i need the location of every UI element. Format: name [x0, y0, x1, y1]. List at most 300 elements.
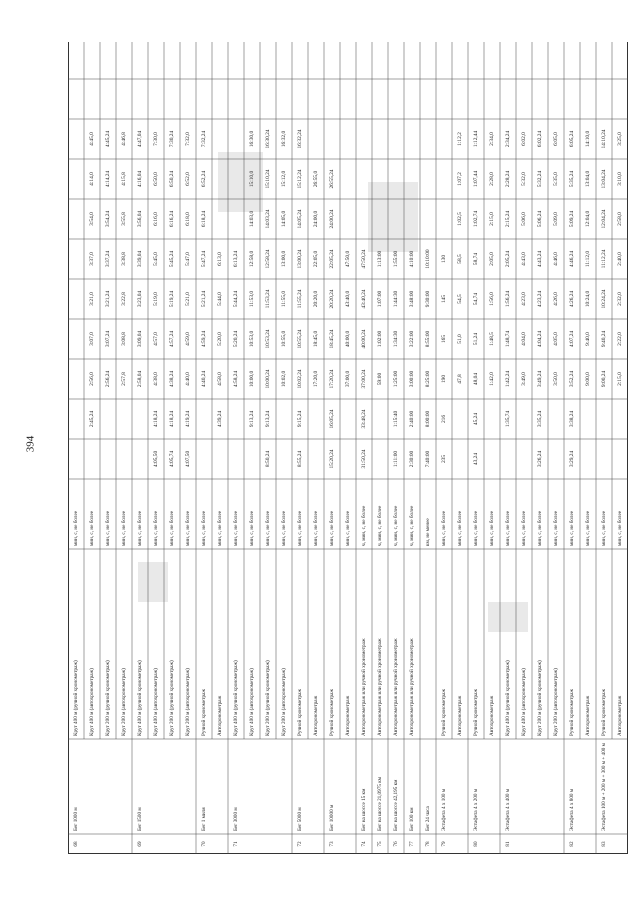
value-cell: 14:10,24	[601, 129, 608, 149]
value-cell: 12:04,0	[585, 210, 592, 228]
value-cell: 13:00,24	[297, 249, 304, 269]
value-cell: 43:40,0	[345, 290, 352, 308]
value-cell: 14:05,24	[297, 209, 304, 229]
unit-label: мин, с, не более	[441, 510, 448, 546]
value-cell: 165	[441, 334, 448, 344]
value-cell: 3:50,0	[553, 372, 560, 386]
value-cell: 8:00:00	[425, 410, 432, 428]
timing-condition: Круг 400 м (автохронометраж)	[521, 668, 528, 736]
value-cell: 5:44,24	[233, 290, 240, 308]
value-cell: 3:49,24	[537, 370, 544, 388]
value-cell: 12:58,0	[249, 250, 256, 268]
unit-label: ч, мин, с, не более	[393, 505, 400, 546]
value-cell: 1:12,44	[473, 130, 480, 148]
value-cell: 5:06,24	[537, 210, 544, 228]
value-cell: 1:42,24	[505, 370, 512, 388]
timing-condition: Ручной хронометраж	[569, 689, 576, 736]
value-cell: 7:32,0	[185, 132, 192, 146]
value-cell: 4:04,24	[537, 330, 544, 348]
value-cell: 3:21,24	[105, 290, 112, 308]
value-cell: 4:46,24	[569, 250, 576, 268]
value-cell: 3:08,8	[121, 332, 128, 346]
value-cell: 4:59,0	[185, 332, 192, 346]
value-cell: 5:09,0	[553, 212, 560, 226]
value-cell: 26:55,24	[329, 169, 336, 189]
event-name: Бег на шоссе 15 км	[361, 788, 368, 831]
page-number: 394	[24, 435, 37, 453]
timing-condition: Ручной хронометраж	[601, 689, 608, 736]
value-cell: 4:58,0	[217, 372, 224, 386]
value-cell: 1:13:00	[377, 250, 384, 268]
value-cell: 51,24	[473, 332, 480, 346]
unit-label: мин, с, не более	[217, 510, 224, 546]
value-cell: 37:00,0	[345, 370, 352, 388]
value-cell: 6:16,24	[169, 210, 176, 228]
value-cell: 3:22:00	[409, 330, 416, 348]
event-name: Бег на шоссе 42,195 км	[393, 779, 400, 831]
unit-label: мин, с, не более	[169, 510, 176, 546]
value-cell: 3:49,0	[521, 372, 528, 386]
value-cell: 3:37,24	[105, 250, 112, 268]
value-cell: 1:11:00	[393, 450, 400, 468]
value-cell: 4:46,0	[553, 252, 560, 266]
unit-label: мин, с, не более	[585, 510, 592, 546]
unit-label: мин, с, не более	[617, 510, 624, 546]
value-cell: 6:13,24	[233, 250, 240, 268]
value-cell: 2:15,0	[617, 372, 624, 386]
timing-condition: Круг 200 м (автохронометраж)	[121, 668, 128, 736]
timing-condition: Круг 200 м (ручной хронометраж)	[169, 660, 176, 736]
value-cell: 45,24	[473, 412, 480, 426]
value-cell: 15:12,24	[297, 169, 304, 189]
value-cell: 4:46,8	[121, 132, 128, 146]
row-number: 72	[297, 841, 304, 847]
timing-condition: Круг 200 м (автохронометраж)	[553, 668, 560, 736]
unit-label: мин, с, не более	[281, 510, 288, 546]
event-name: Эстафета 4 х 400 м	[505, 788, 512, 831]
value-cell: 6:50,24	[169, 170, 176, 188]
value-cell: 3:09,04	[137, 330, 144, 348]
event-name: Бег 1 миля	[201, 807, 208, 831]
value-cell: 3:56,04	[137, 210, 144, 228]
value-cell: 4:26,0	[553, 292, 560, 306]
value-cell: 1:07,44	[473, 170, 480, 188]
value-cell: 6:05,24	[569, 130, 576, 148]
timing-condition: Круг 400 м (ручной хронометраж)	[505, 660, 512, 736]
unit-label: мин, с, не более	[329, 510, 336, 546]
value-cell: 4:14,0	[89, 172, 96, 186]
value-cell: 5:47,0	[185, 252, 192, 266]
value-cell: 47:50,0	[345, 250, 352, 268]
value-cell: 4:59,24	[201, 330, 208, 348]
event-name: Бег 24 часа	[425, 806, 432, 831]
unit-label: мин, с, не более	[137, 510, 144, 546]
timing-condition: Ручной хронометраж	[473, 689, 480, 736]
value-cell: 14:03,24	[265, 209, 272, 229]
value-cell: 5:19,24	[169, 290, 176, 308]
value-cell: 6:52,0	[185, 172, 192, 186]
unit-label: мин, с, не более	[233, 510, 240, 546]
value-cell: 5:47,24	[201, 250, 208, 268]
timing-condition: Автохронометраж	[585, 695, 592, 736]
row-number: 80	[473, 841, 480, 847]
unit-label: ч, мин, с, не более	[361, 505, 368, 546]
value-cell: 4:45,0	[89, 132, 96, 146]
row-number: 68	[73, 841, 80, 847]
value-cell: 1:56,0	[489, 292, 496, 306]
value-cell: 5:19,0	[153, 292, 160, 306]
value-cell: 3:00:00	[409, 370, 416, 388]
unit-label: мин, с, не более	[489, 510, 496, 546]
value-cell: 4:43,0	[521, 252, 528, 266]
unit-label: мин, с, не более	[89, 510, 96, 546]
value-cell: 4:38,0	[153, 372, 160, 386]
value-cell: 6:13,0	[217, 252, 224, 266]
unit-label: мин, с, не более	[457, 510, 464, 546]
value-cell: 1:48,74	[505, 330, 512, 348]
unit-label: мин, с, не более	[569, 510, 576, 546]
value-cell: 3:38,24	[569, 410, 576, 428]
value-cell: 11:55,0	[281, 290, 288, 308]
value-cell: 4:16,04	[137, 170, 144, 188]
value-cell: 4:04,0	[521, 332, 528, 346]
value-cell: 54,5	[457, 294, 464, 304]
value-cell: 13:04,24	[601, 169, 608, 189]
value-cell: 4:10:00	[409, 250, 416, 268]
value-cell: 10:24,24	[601, 289, 608, 309]
value-cell: 2:28,24	[505, 170, 512, 188]
value-cell: 58,74	[473, 252, 480, 266]
event-name: Эстафета 100 м + 200 м + 300 м + 400 м	[601, 743, 608, 831]
value-cell: 4:15,8	[121, 172, 128, 186]
value-cell: 16:32,0	[281, 130, 288, 148]
value-cell: 6:18,24	[201, 210, 208, 228]
value-cell: 3:38,8	[121, 252, 128, 266]
value-cell: 6:02,0	[521, 132, 528, 146]
timing-condition: Автохронометраж	[457, 695, 464, 736]
value-cell: 16:30,0	[249, 130, 256, 148]
row-number: 73	[329, 841, 336, 847]
value-cell: 3:39,04	[137, 250, 144, 268]
value-cell: 3:52,24	[569, 370, 576, 388]
value-cell: 1:55:00	[393, 250, 400, 268]
value-cell: 2:30:00	[409, 450, 416, 468]
value-cell: 5:06,0	[521, 212, 528, 226]
value-cell: 40:00,24	[361, 329, 368, 349]
value-cell: 2:40,0	[617, 252, 624, 266]
timing-condition: Круг 400 м (автохронометраж)	[153, 668, 160, 736]
value-cell: 37:00,24	[361, 369, 368, 389]
value-cell: 10:53,24	[265, 329, 272, 349]
timing-condition: Автохронометраж или ручной хронометраж	[393, 638, 400, 736]
value-cell: 9:00,0	[585, 372, 592, 386]
value-cell: 10:55,24	[297, 329, 304, 349]
value-cell: 14:05,0	[281, 210, 288, 228]
value-cell: 7:40:00	[425, 450, 432, 468]
value-cell: 1:56,24	[505, 290, 512, 308]
timing-condition: Круг 400 м (ручной хронометраж)	[73, 660, 80, 736]
value-cell: 1:07,2	[457, 172, 464, 186]
value-cell: 4:43,24	[537, 250, 544, 268]
value-cell: 3:26,24	[537, 450, 544, 468]
value-cell: 15:12,0	[281, 170, 288, 188]
unit-label: мин, с, не более	[601, 510, 608, 546]
value-cell: 3:55,8	[121, 212, 128, 226]
value-cell: 2:05,0	[489, 252, 496, 266]
value-cell: 2:05,24	[505, 250, 512, 268]
rotated-table	[68, 42, 628, 854]
value-cell: 9:40,0	[585, 332, 592, 346]
timing-condition: Круг 400 м (ручной хронометраж)	[137, 660, 144, 736]
value-cell: 47,8	[457, 374, 464, 384]
value-cell: 4:45,24	[105, 130, 112, 148]
value-cell: 5:32,24	[537, 170, 544, 188]
value-cell: 1:07:00	[377, 290, 384, 308]
timing-condition: Автохронометраж	[489, 695, 496, 736]
timing-condition: Круг 400 м (автохронометраж)	[249, 668, 256, 736]
value-cell: 59:00	[377, 372, 384, 386]
event-name: Эстафета 4 х 100 м	[441, 788, 448, 831]
value-cell: 11:55,24	[297, 289, 304, 309]
value-cell: 2:28,0	[489, 172, 496, 186]
value-cell: 2:58,04	[137, 370, 144, 388]
timing-condition: Круг 200 м (ручной хронометраж)	[537, 660, 544, 736]
value-cell: 1:44:30	[393, 290, 400, 308]
value-cell: 5:20,0	[217, 332, 224, 346]
value-cell: 2:56,0	[89, 372, 96, 386]
value-cell: 4:07,50	[185, 450, 192, 468]
value-cell: 1:02,5	[457, 212, 464, 226]
row-number: 77	[409, 841, 416, 847]
value-cell: 10:55,0	[281, 330, 288, 348]
value-cell: 10:24,0	[585, 290, 592, 308]
value-cell: 9:13,24	[265, 410, 272, 428]
unit-label: мин, с, не более	[345, 510, 352, 546]
unit-label: ч, мин, с, не более	[377, 505, 384, 546]
value-cell: 15:10,24	[265, 169, 272, 189]
value-cell: 3:37,0	[89, 252, 96, 266]
value-cell: 2:32,0	[617, 292, 624, 306]
timing-condition: Ручной хронометраж	[201, 689, 208, 736]
value-cell: 33:48,24	[361, 409, 368, 429]
value-cell: 9:30:00	[425, 290, 432, 308]
value-cell: 7:30,0	[153, 132, 160, 146]
timing-condition: Автохронометраж или ручной хронометраж	[409, 638, 416, 736]
value-cell: 4:23,24	[537, 290, 544, 308]
timing-condition: Круг 200 м (ручной хронометраж)	[105, 660, 112, 736]
value-cell: 8:55,24	[297, 450, 304, 468]
value-cell: 2:22,0	[617, 332, 624, 346]
value-cell: 4:57,24	[169, 330, 176, 348]
value-cell: 58,5	[457, 254, 464, 264]
value-cell: 11:53,24	[265, 289, 272, 309]
value-cell: 4:38,24	[169, 370, 176, 388]
value-cell: 4:40,24	[201, 370, 208, 388]
value-cell: 3:54,24	[105, 210, 112, 228]
value-cell: 18:45,24	[329, 329, 336, 349]
timing-condition: Автохронометраж	[617, 695, 624, 736]
value-cell: 4:58,24	[233, 370, 240, 388]
unit-label: мин, с, не более	[121, 510, 128, 546]
unit-label: ч, мин, с, не более	[409, 505, 416, 546]
value-cell: 5:44,0	[217, 292, 224, 306]
timing-condition: Автохронометраж	[313, 695, 320, 736]
value-cell: 10:02,24	[297, 369, 304, 389]
event-name: Эстафета 4 х 800 м	[569, 788, 576, 831]
value-cell: 13:00,0	[281, 250, 288, 268]
value-cell: 15:10,0	[249, 170, 256, 188]
value-cell: 2:40:00	[409, 410, 416, 428]
value-cell: 47:50,24	[361, 249, 368, 269]
timing-condition: Круг 200 м (автохронометраж)	[185, 668, 192, 736]
unit-label: мин, с, не более	[249, 510, 256, 546]
unit-label: мин, с, не более	[473, 510, 480, 546]
value-cell: 3:48:00	[409, 290, 416, 308]
unit-label: мин, с, не более	[553, 510, 560, 546]
value-cell: 4:07,24	[569, 330, 576, 348]
value-cell: 5:35,0	[553, 172, 560, 186]
value-cell: 17:20,24	[329, 369, 336, 389]
value-cell: 43:40,24	[361, 289, 368, 309]
value-cell: 12:04,24	[601, 209, 608, 229]
unit-label: мин, с, не более	[521, 510, 528, 546]
value-cell: 8:50,24	[265, 450, 272, 468]
value-cell: 14:03,0	[249, 210, 256, 228]
timing-condition: Круг 400 м (автохронометраж)	[89, 668, 96, 736]
row-number: 78	[425, 841, 432, 847]
event-name: Бег 1500 м	[137, 807, 144, 831]
value-cell: 190	[441, 374, 448, 384]
value-cell: 51,0	[457, 334, 464, 344]
value-cell: 16:32,24	[297, 129, 304, 149]
value-cell: 1:42,0	[489, 372, 496, 386]
value-cell: 2:58,0	[617, 212, 624, 226]
value-cell: 9:15,24	[297, 410, 304, 428]
value-cell: 43,24	[473, 452, 480, 466]
value-cell: 7:32,24	[201, 130, 208, 148]
value-cell: 1:34:30	[393, 330, 400, 348]
value-cell: 2:57,8	[121, 372, 128, 386]
row-number: 70	[201, 841, 208, 847]
value-cell: 6:05,0	[553, 132, 560, 146]
value-cell: 17:20,0	[313, 370, 320, 388]
value-cell: 3:10,0	[617, 172, 624, 186]
value-cell: 9:40,24	[601, 330, 608, 348]
value-cell: 20:20,0	[313, 290, 320, 308]
row-number: 74	[361, 841, 368, 847]
row-number: 81	[505, 841, 512, 847]
value-cell: 16:05,24	[329, 409, 336, 429]
value-cell: 31:50,24	[361, 449, 368, 469]
value-cell: 20:20,24	[329, 289, 336, 309]
unit-label: мин, с, не более	[105, 510, 112, 546]
value-cell: 6:02,24	[537, 130, 544, 148]
value-cell: 12:58,24	[265, 249, 272, 269]
row-number: 75	[377, 841, 384, 847]
value-cell: 14:10,0	[585, 130, 592, 148]
value-cell: 2:34,0	[489, 132, 496, 146]
value-cell: 5:21,0	[185, 292, 192, 306]
timing-condition: Круг 200 м (ручной хронометраж)	[265, 660, 272, 736]
value-cell: 9:13,24	[249, 410, 256, 428]
value-cell: 5:32,0	[521, 172, 528, 186]
value-cell: 4:05,0	[553, 332, 560, 346]
value-cell: 48,04	[473, 372, 480, 386]
value-cell: 4:39,24	[217, 410, 224, 428]
unit-label: мин, с, не более	[505, 510, 512, 546]
value-cell: 6:52,24	[201, 170, 208, 188]
value-cell: 4:18,24	[169, 410, 176, 428]
timing-condition: Автохронометраж или ручной хронометраж	[361, 638, 368, 736]
value-cell: 9:00,24	[601, 370, 608, 388]
timing-condition: Автохронометраж или ручной хронометраж	[377, 638, 384, 736]
value-cell: 10:00,0	[249, 370, 256, 388]
timing-condition: Ручной хронометраж	[297, 689, 304, 736]
row-number: 69	[137, 841, 144, 847]
value-cell: 5:21,24	[201, 290, 208, 308]
value-cell: 4:05,50	[153, 450, 160, 468]
value-cell: 6:16,0	[153, 212, 160, 226]
value-cell: 1:48,5	[489, 332, 496, 346]
value-cell: 10:02,0	[281, 370, 288, 388]
value-cell: 2:15,24	[505, 210, 512, 228]
value-cell: 18:45,0	[313, 330, 320, 348]
value-cell: 22:05,24	[329, 249, 336, 269]
row-number: 71	[233, 841, 240, 847]
value-cell: 3:35,24	[537, 410, 544, 428]
unit-label: мин, с, не более	[265, 510, 272, 546]
unit-label: мин, с, не более	[313, 510, 320, 546]
row-number: 79	[441, 841, 448, 847]
timing-condition: Автохронометраж	[217, 695, 224, 736]
value-cell: 3:22,8	[121, 292, 128, 306]
unit-label: мин, с, не более	[537, 510, 544, 546]
value-cell: 4:57,0	[153, 332, 160, 346]
event-name: Бег на шоссе 21,0975 км	[377, 776, 384, 831]
value-cell: 235	[441, 454, 448, 464]
unit-label: км, не менее	[425, 518, 432, 546]
event-name: Эстафета 4 х 200 м	[473, 788, 480, 831]
row-number: 83	[601, 841, 608, 847]
value-cell: 4:18,24	[153, 410, 160, 428]
value-cell: 40:00,0	[345, 330, 352, 348]
value-cell: 1:02,74	[473, 210, 480, 228]
value-cell: 5:45,0	[153, 252, 160, 266]
value-cell: 11:53,0	[249, 290, 256, 308]
value-cell: 5:20,24	[233, 330, 240, 348]
event-name: Бег 3000 м	[233, 807, 240, 831]
timing-condition: Круг 400 м (ручной хронометраж)	[233, 660, 240, 736]
value-cell: 7:30,24	[169, 130, 176, 148]
value-cell: 11:12,0	[585, 250, 592, 268]
value-cell: 4:47,04	[137, 130, 144, 148]
value-cell: 3:07,24	[105, 330, 112, 348]
event-name: Бег 100 км	[409, 807, 416, 831]
value-cell: 22:05,0	[313, 250, 320, 268]
value-cell: 26:55,0	[313, 170, 320, 188]
value-cell: 24:00,0	[313, 210, 320, 228]
event-name: Бег 5000 м	[297, 807, 304, 831]
value-cell: 54,74	[473, 292, 480, 306]
row-number: 82	[569, 841, 576, 847]
value-cell: 8:25:00	[425, 370, 432, 388]
value-cell: 1:35,74	[505, 410, 512, 428]
value-cell: 10:53,0	[249, 330, 256, 348]
value-cell: 3:54,0	[89, 212, 96, 226]
value-cell: 1:02:00	[377, 330, 384, 348]
unit-label: мин, с, не более	[73, 510, 80, 546]
value-cell: 2:56,24	[105, 370, 112, 388]
